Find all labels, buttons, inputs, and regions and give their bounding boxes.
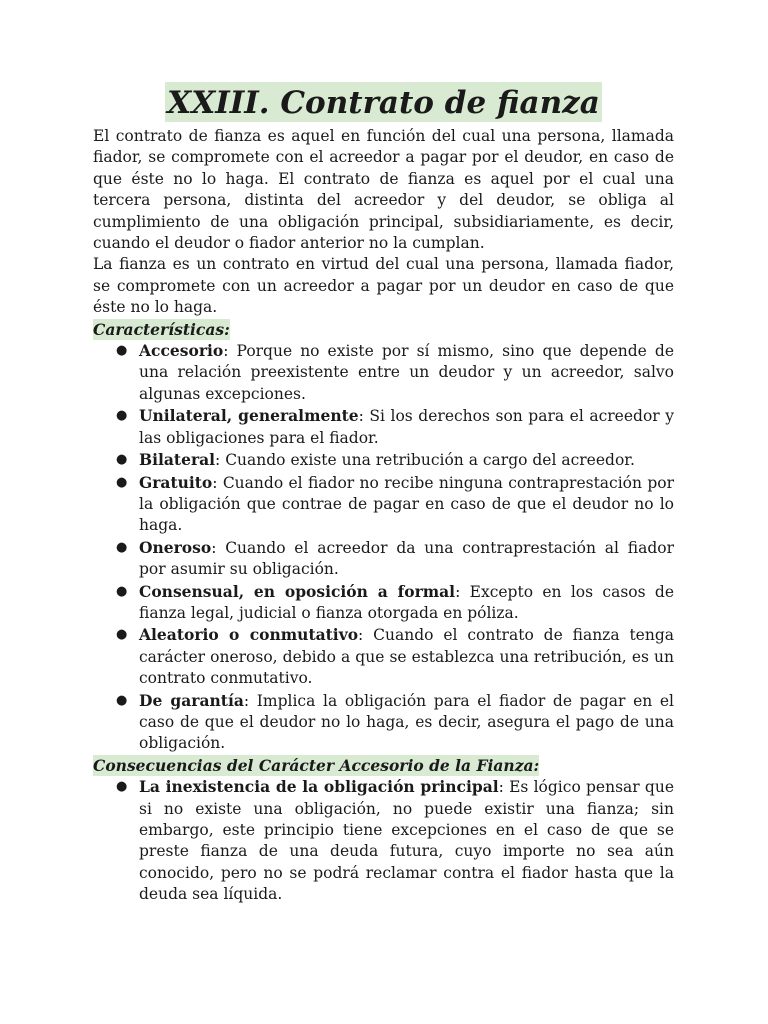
- list-item-text: : Cuando el acreedor da una contraprestación al fiador por asumir su obligación.: [139, 538, 674, 579]
- list-item-term: De garantía: [139, 690, 244, 710]
- caracteristicas-list: [93, 340, 674, 755]
- section-heading-consecuencias: Consecuencias del Carácter Accesorio de la Fianza:: [93, 755, 540, 775]
- document-title: XXIII. Contrato de fianza: [165, 82, 602, 122]
- bullet-icon: ●: [116, 779, 128, 795]
- list-item-term: Unilateral, generalmente: [139, 406, 359, 426]
- list-item: [116, 537, 674, 581]
- list-item-text: : Cuando el contrato de fianza tenga carácter oneroso, debido a que se establezca una retribución, es un contrato conmutativo.: [139, 626, 674, 688]
- list-item: [116, 581, 675, 625]
- list-item-text: : Cuando existe una retribución a cargo del acreedor.: [215, 451, 635, 470]
- bullet-icon: ●: [116, 452, 128, 468]
- list-item-term: Accesorio: [139, 341, 224, 361]
- bullet-icon: ●: [116, 627, 128, 643]
- bullet-icon: ●: [116, 692, 128, 708]
- list-item-term: La inexistencia de la obligación principal: [139, 777, 499, 797]
- list-item-text: : Implica la obligación para el fiador de pagar en el caso de que el deudor no lo haga, es decir, asegura el pago de una obligación.: [139, 691, 675, 753]
- list-item: [116, 472, 674, 537]
- bullet-icon: ●: [116, 583, 128, 599]
- bullet-icon: ●: [116, 408, 128, 424]
- section-heading-consecuencias-line: [93, 755, 674, 776]
- list-item-text: : Cuando el fiador no recibe ninguna contraprestación por la obligación que contrae de pagar en caso de que el deudor no lo haga.: [139, 473, 674, 535]
- intro-paragraph-1: El contrato de fianza es aquel en función del cual una persona, llamada fiador, se compromete con el acreedor a pagar por el deudor, en caso de que éste no lo haga. El contrato de fianza es aquel por el cual una tercera persona, distinta del acreedor y del deudor, se obliga al cumplimiento de una obligación principal, subsidiariamente, es decir, cuando el deudor o fiador anterior no la cumplan.: [93, 127, 674, 253]
- section-heading-caracteristicas-line: [93, 319, 674, 340]
- consecuencias-list: [93, 776, 674, 905]
- list-item-text: : Excepto en los casos de fianza legal, judicial o fianza otorgada en póliza.: [139, 582, 675, 622]
- list-item: [116, 690, 675, 755]
- list-item-text: : Si los derechos son para el acreedor y las obligaciones para el fiador.: [139, 407, 674, 447]
- list-item-term: Gratuito: [139, 472, 213, 492]
- list-item-term: Bilateral: [139, 450, 216, 470]
- bullet-icon: ●: [116, 343, 128, 359]
- bullet-icon: ●: [116, 474, 128, 490]
- list-item-term: Consensual, en oposición a formal: [139, 581, 456, 601]
- intro-paragraph-2: La fianza es un contrato en virtud del cual una persona, llamada fiador, se compromete con un acreedor a pagar por un deudor en caso de que éste no lo haga.: [93, 255, 674, 317]
- list-item: [116, 449, 674, 471]
- list-item: [116, 405, 674, 449]
- list-item: [116, 340, 674, 405]
- list-item-term: Oneroso: [139, 537, 212, 557]
- list-item: [116, 776, 674, 905]
- list-item-text: : Porque no existe por sí mismo, sino que depende de una relación preexistente entre un deudor y un acreedor, salvo algunas excepciones.: [139, 342, 674, 403]
- list-item-text: : Es lógico pensar que si no existe una obligación, no puede existir una fianza; sin embargo, este principio tiene excepciones en el caso de que se preste fianza de una deuda futura, cuyo importe no sea aún conocido, pero no se podrá reclamar contra el fiador hasta que la deuda sea líquida.: [139, 778, 674, 904]
- title-container: [93, 82, 674, 122]
- list-item-term: Aleatorio o conmutativo: [139, 625, 359, 645]
- section-heading-caracteristicas: Características:: [93, 319, 230, 339]
- bullet-icon: ●: [116, 539, 128, 555]
- list-item: [116, 624, 674, 689]
